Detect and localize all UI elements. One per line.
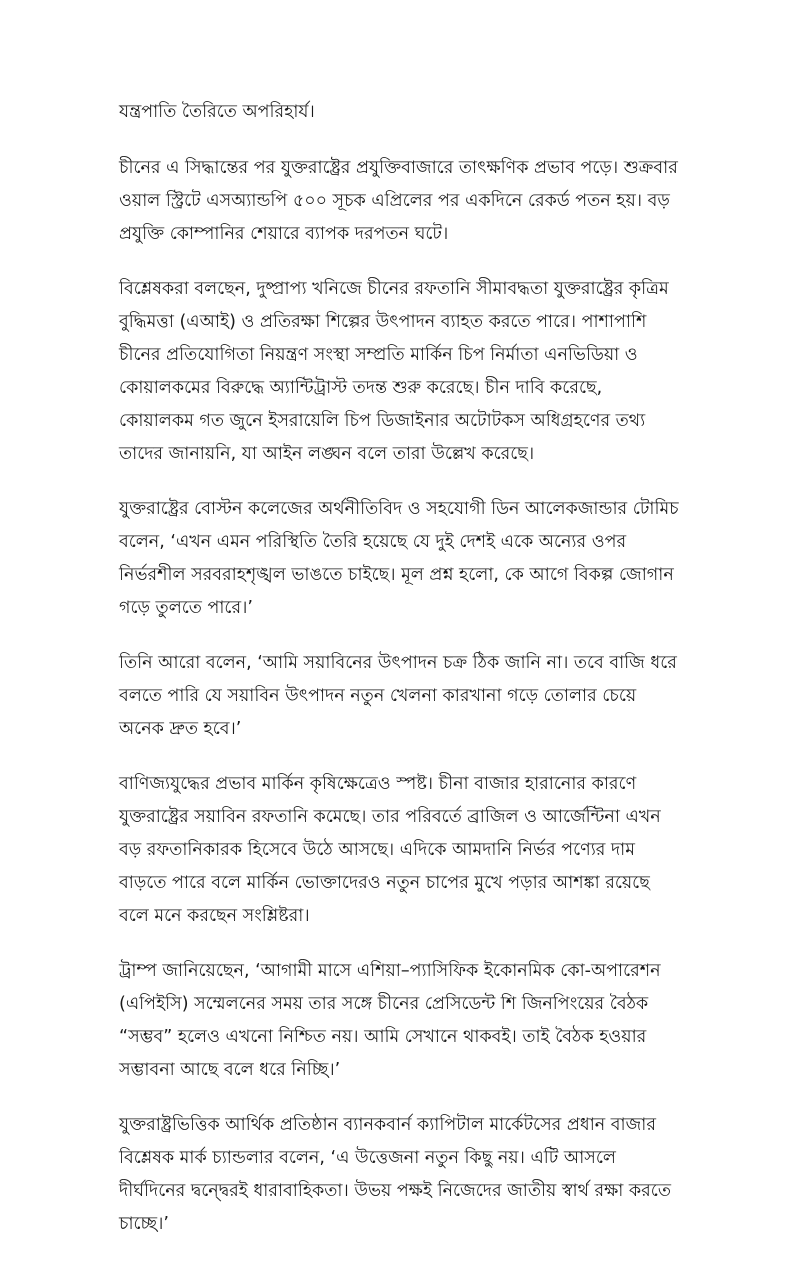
paragraph-market-impact: চীনের এ সিদ্ধান্তের পর যুক্তরাষ্ট্রের প্রযুক্তিবাজারে তাৎক্ষণিক প্রভাব পড়ে। শুক্রবার ওয়াল স্ট্রিটে এসঅ্যান্ডপি ৫০০ সূচক এপ্রিলের পর একদিনে রেকর্ড পতন হয়। বড় প্রযুক্তি কোম্পানির শেয়ারে ব্যাপক দরপতন ঘটে। (119, 158, 678, 244)
document-page (119, 96, 679, 1263)
paragraph-chandler-quote: যুক্তরাষ্ট্রভিত্তিক আর্থিক প্রতিষ্ঠান ব্যানকবার্ন ক্যাপিটাল মার্কেটসের প্রধান বাজার বিশ্লেষক মার্ক চ্যান্ডলার বলেন, ‘এ উত্তেজনা নতুন কিছু নয়। এটি আসলে দীর্ঘদিনের দ্বন্দ্বেরই ধারাবাহিকতা। উভয় পক্ষই নিজেদের জাতীয় স্বার্থ রক্ষা করতে চাচ্ছে।’ (119, 1115, 671, 1234)
paragraph-analyst-view: বিশ্লেষকরা বলছেন, দুষ্প্রাপ্য খনিজে চীনের রফতানি সীমাবদ্ধতা যুক্তরাষ্ট্রের কৃত্রিম বুদ্ধিমত্তা (এআই) ও প্রতিরক্ষা শিল্পের উৎপাদন ব্যাহত করতে পারে। পাশাপাশি চীনের প্রতিযোগিতা নিয়ন্ত্রণ সংস্থা সম্প্রতি মার্কিন চিপ নির্মাতা এনভিডিয়া ও কোয়ালকমের বিরুদ্ধে অ্যান্টিট্রাস্ট তদন্ত শুরু করেছে। চীন দাবি করেছে, কোয়ালকম গত জুনে ইসরায়েলি চিপ ডিজাইনার অটোটকস অধিগ্রহণের তথ্য তাদের জানায়নি, যা আইন লঙ্ঘন বলে তারা উল্লেখ করেছে। (119, 279, 669, 464)
paragraph-trump-statement: ট্রাম্প জানিয়েছেন, ‘আগামী মাসে এশিয়া–প্যাসিফিক ইকোনমিক কো-অপারেশন (এপিইসি) সম্মেলনের সময় তার সঙ্গে চীনের প্রেসিডেন্ট শি জিনপিংয়ের বৈঠক “সম্ভব” হলেও এখনো নিশ্চিত নয়। আমি সেখানে থাকবই। তাই বৈঠক হওয়ার সম্ভাবনা আছে বলে ধরে নিচ্ছি।’ (119, 961, 661, 1080)
paragraph-intro-fragment: যন্ত্রপাতি তৈরিতে অপরিহার্য। (119, 102, 315, 122)
paragraph-soybean-quote: তিনি আরো বলেন, ‘আমি সয়াবিনের উৎপাদন চক্র ঠিক জানি না। তবে বাজি ধরে বলতে পারি যে সয়াবিন উৎপাদন নতুন খেলনা কারখানা গড়ে তোলার চেয়ে অনেক দ্রুত হবে।’ (119, 653, 677, 739)
paragraph-agriculture-impact: বাণিজ্যযুদ্ধের প্রভাব মার্কিন কৃষিক্ষেত্রেও স্পষ্ট। চীনা বাজার হারানোর কারণে যুক্তরাষ্ট্রের সয়াবিন রফতানি কমেছে। তার পরিবর্তে ব্রাজিল ও আর্জেন্টিনা এখন বড় রফতানিকারক হিসেবে উঠে আসছে। এদিকে আমদানি নির্ভর পণ্যের দাম বাড়তে পারে বলে মার্কিন ভোক্তাদেরও নতুন চাপের মুখে পড়ার আশঙ্কা রয়েছে বলে মনে করছেন সংশ্লিষ্টরা। (119, 774, 661, 926)
paragraph-tomich-quote: যুক্তরাষ্ট্রের বোস্টন কলেজের অর্থনীতিবিদ ও সহযোগী ডিন আলেকজান্ডার টোমিচ বলেন, ‘এখন এমন পরিস্থিতি তৈরি হয়েছে যে দুই দেশই একে অন্যের ওপর নির্ভরশীল সরবরাহশৃঙ্খল ভাঙতে চাইছে। মূল প্রশ্ন হলো, কে আগে বিকল্প জোগান গড়ে তুলতে পারে।’ (119, 499, 679, 618)
